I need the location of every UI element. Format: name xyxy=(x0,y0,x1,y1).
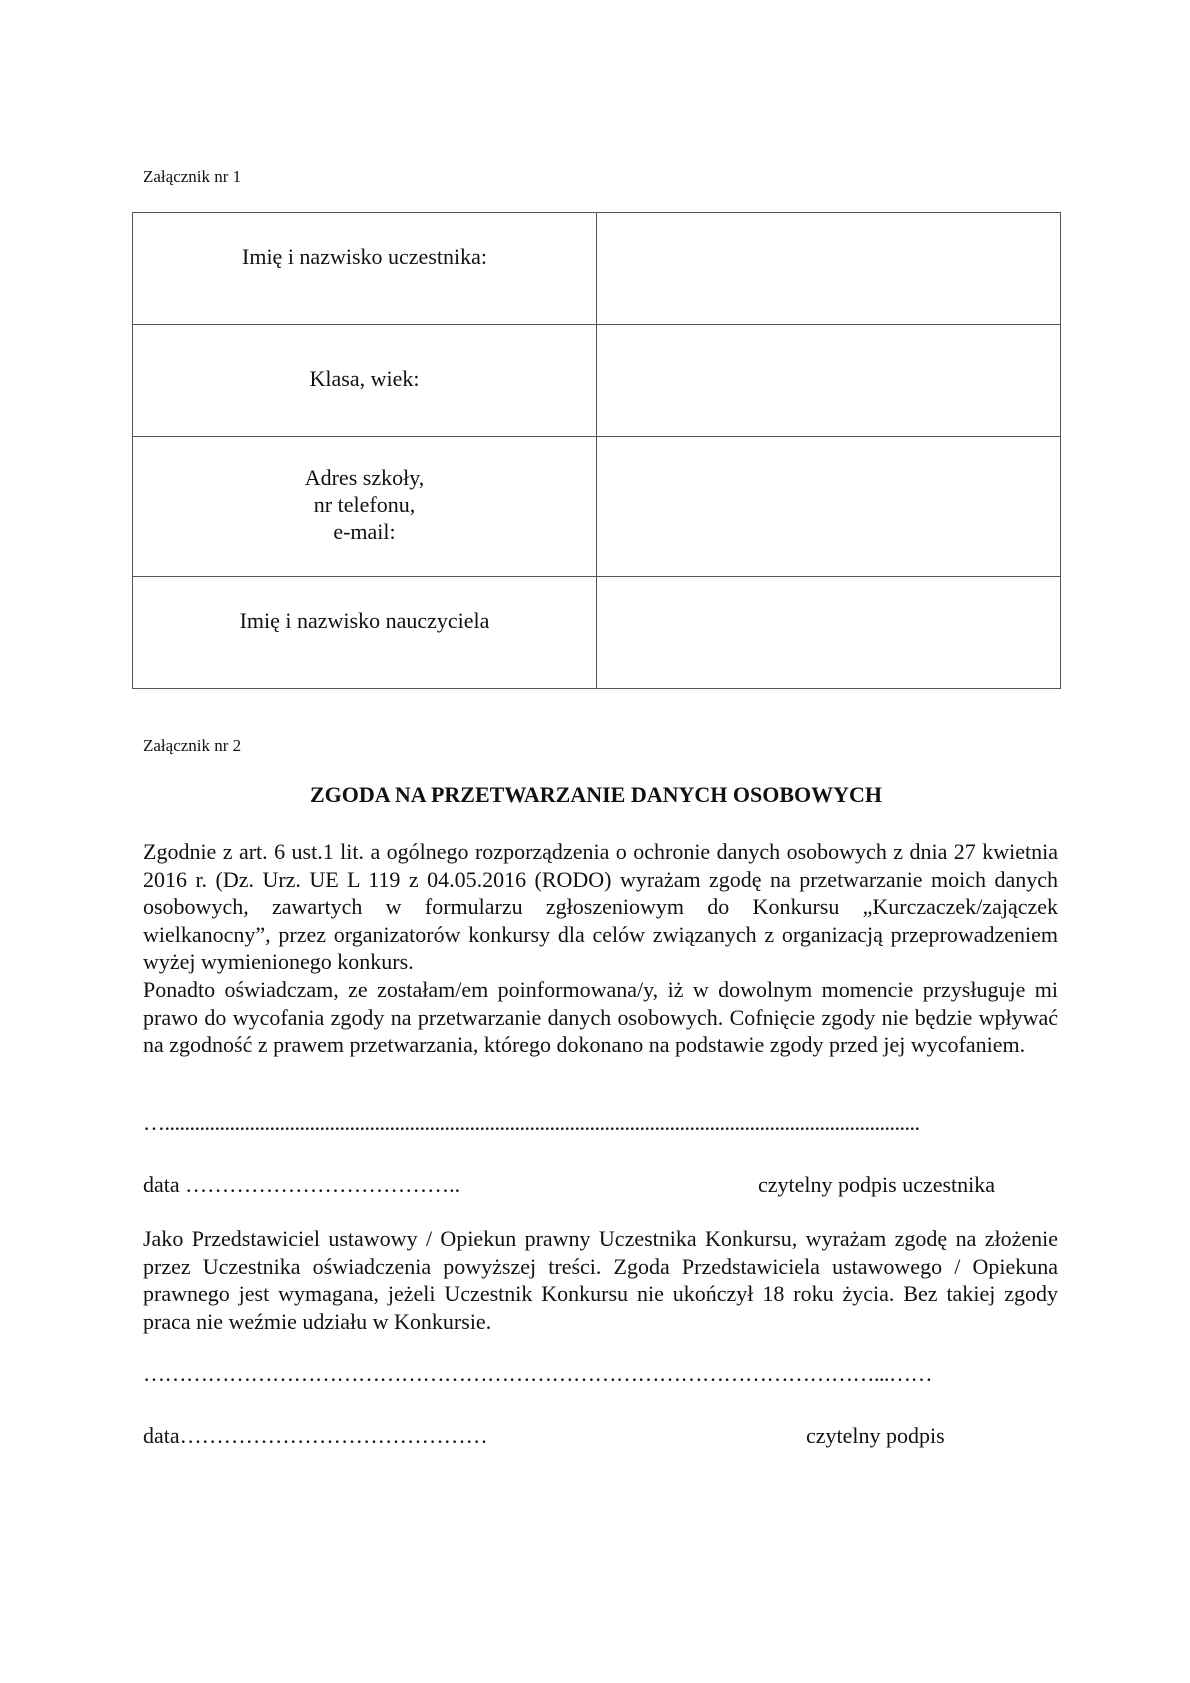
guardian-date-field: data…………………………………… xyxy=(143,1423,488,1448)
guardian-signature-label: czytelny podpis xyxy=(806,1423,945,1448)
consent-title: ZGODA NA PRZETWARZANIE DANYCH OSOBOWYCH xyxy=(309,782,883,807)
table-row xyxy=(133,325,1061,437)
participant-name-field[interactable] xyxy=(597,213,1061,325)
class-age-label: Klasa, wiek: xyxy=(309,366,420,391)
participant-name-label: Imię i nazwisko uczestnika: xyxy=(242,244,487,269)
class-age-label-cell xyxy=(133,325,597,437)
table-row xyxy=(133,577,1061,689)
consent-paragraph-withdrawal: Ponadto oświadczam, ze zostałam/em poinformowana/y, iż w dowolnym momencie przysługuje mi prawo do wycofania zgody na przetwarzanie danych osobowych. Cofnięcie zgody nie będzie wpływać na zgodność z prawem przetwarzania, którego dokonano na podstawie zgody przed jej wycofaniem. xyxy=(143,977,1058,1057)
school-address-label: Adres szkoły, xyxy=(304,465,425,490)
annex-1-label: Załącznik nr 1 xyxy=(143,167,242,186)
consent-paragraph-main: Zgodnie z art. 6 ust.1 lit. a ogólnego rozporządzenia o ochronie danych osobowych z dnia 27 kwietnia 2016 r. (Dz. Urz. UE L 119 z 04.05.2016 (RODO) wyrażam zgodę na przetwarzanie moich danych osobowych, zawartych w formularzu zgłoszeniowym do Konkursu „Kurczaczek/zajączek wielkanocny”, przez organizatorów konkursy dla celów związanych z organizacją przeprowadzeniem wyżej wymienionego konkurs. xyxy=(143,839,1058,974)
guardian-consent-paragraph: Jako Przedstawiciel ustawowy / Opiekun prawny Uczestnika Konkursu, wyrażam zgodę na złożenie przez Uczestnika oświadczenia powyższej treści. Zgoda Przedstawiciela ustawowego / Opiekuna prawnego jest wymagana, jeżeli Uczestnik Konkursu nie ukończył 18 roku życia. Bez takiej zgody praca nie weźmie udziału w Konkursie. xyxy=(143,1226,1058,1334)
participant-signature-line: …....................................................................................................................................................... xyxy=(143,1110,920,1135)
participant-name-label-cell xyxy=(133,213,597,325)
teacher-name-field[interactable] xyxy=(597,577,1061,689)
email-label: e-mail: xyxy=(333,519,396,544)
table-row xyxy=(133,437,1061,577)
school-contact-field[interactable] xyxy=(597,437,1061,577)
participant-signature-label: czytelny podpis uczestnika xyxy=(758,1172,996,1197)
guardian-signature-line: …………………………………………………………………………………………...…… xyxy=(143,1361,932,1386)
school-contact-label-cell xyxy=(133,437,597,577)
teacher-name-label: Imię i nazwisko nauczyciela xyxy=(239,608,490,633)
phone-number-label: nr telefonu, xyxy=(313,492,416,517)
table-row xyxy=(133,213,1061,325)
annex-2-label: Załącznik nr 2 xyxy=(143,736,242,755)
participant-form-table xyxy=(132,212,1061,689)
class-age-field[interactable] xyxy=(597,325,1061,437)
teacher-name-label-cell xyxy=(133,577,597,689)
participant-date-field: data ……………………………….. xyxy=(143,1172,461,1197)
